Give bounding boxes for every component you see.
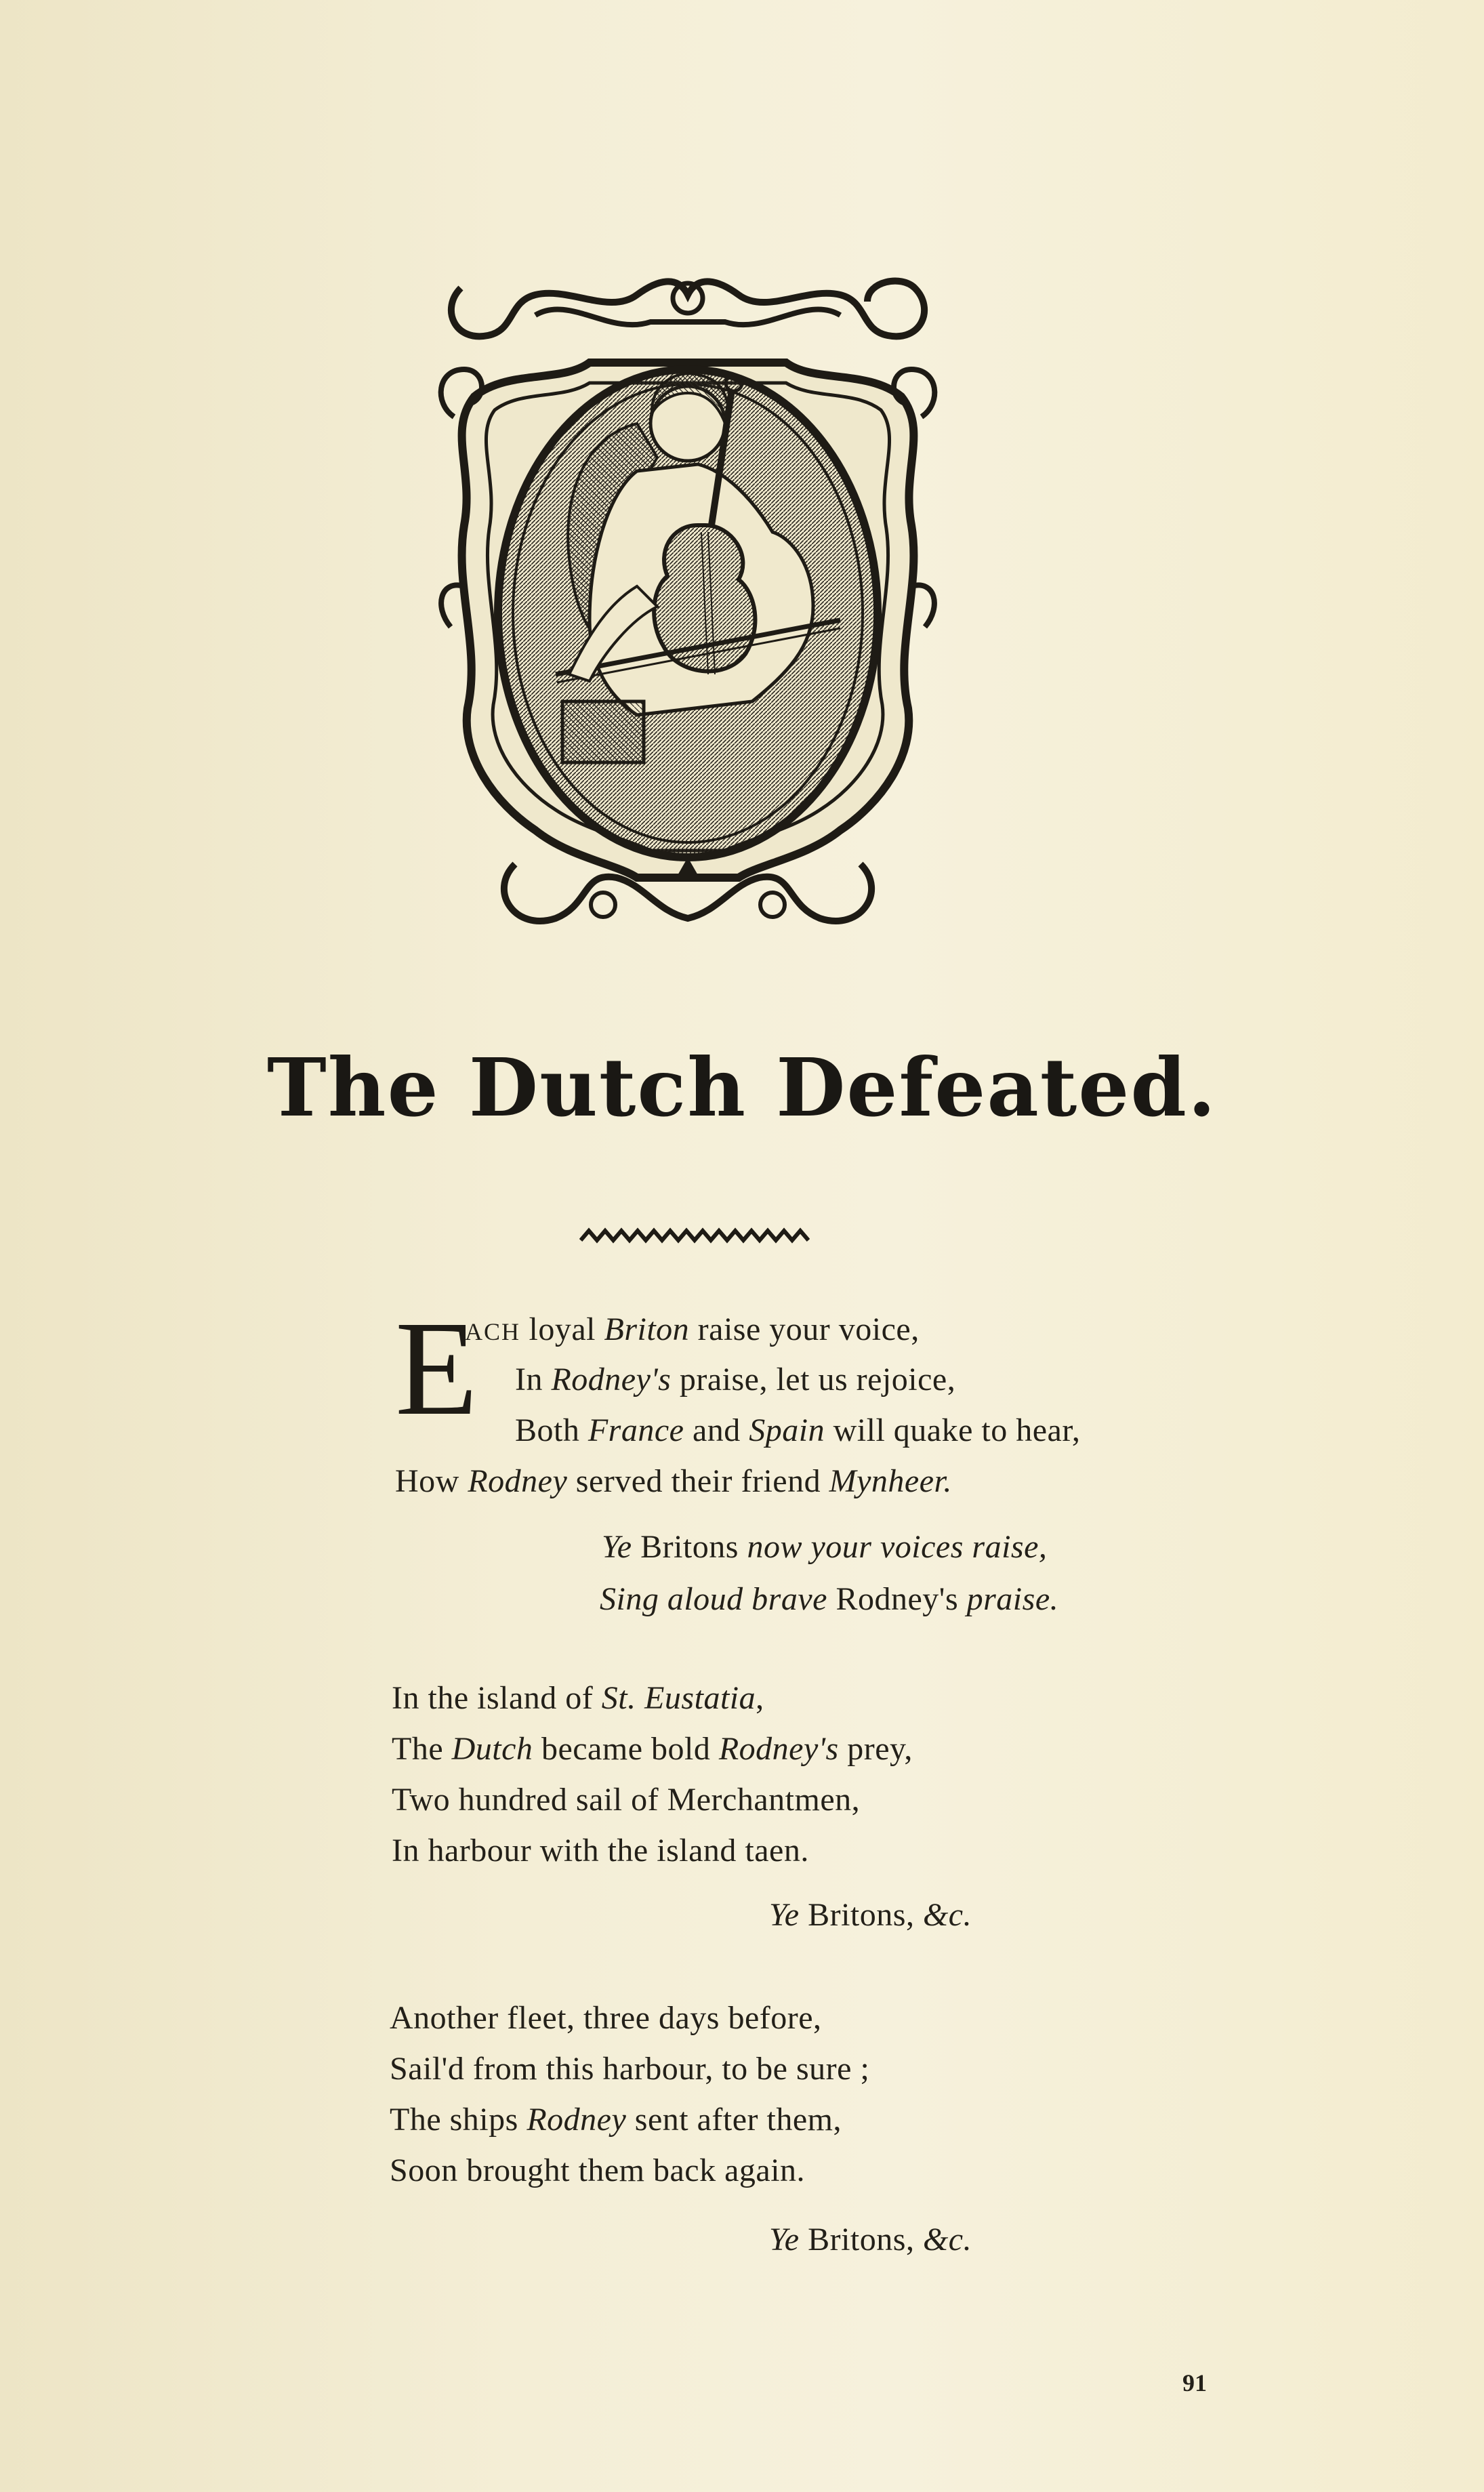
stanza-2-line-2: The Dutch became bold Rodney's prey, (392, 1731, 913, 1767)
chorus-line-1: Ye Britons now your voices raise, (602, 1529, 1048, 1565)
stanza-3-line-3: The ships Rodney sent after them, (390, 2102, 842, 2138)
stanza-2-refrain: Ye Britons, &c. (769, 1897, 972, 1933)
stanza-3-line-2: Sail'd from this harbour, to be sure ; (390, 2051, 870, 2087)
poem-title: The Dutch Defeated. (267, 1040, 1217, 1135)
chorus-line-2: Sing aloud brave Rodney's praise. (600, 1581, 1059, 1617)
stanza-1-line-3: Both France and Spain will quake to hear, (515, 1412, 1081, 1448)
stanza-1-line-4: How Rodney served their friend Mynheer. (395, 1463, 952, 1499)
stanza-3-line-1: Another fleet, three days before, (390, 2000, 822, 2036)
stanza-2-line-4: In harbour with the island taen. (392, 1833, 809, 1868)
drop-cap: E (395, 1294, 478, 1444)
page-number: 91 (1182, 2369, 1207, 2396)
stanza-1-line-2: In Rodney's praise, let us rejoice, (515, 1362, 956, 1397)
stanza-2-line-3: Two hundred sail of Merchantmen, (392, 1782, 861, 1818)
stanza-3-refrain: Ye Britons, &c. (769, 2222, 972, 2258)
stanza-2-line-1: In the island of St. Eustatia, (392, 1680, 764, 1716)
stanza-1-line-1: ACH loyal Briton raise your voice, (465, 1311, 920, 1347)
stanza-3-line-4: Soon brought them back again. (390, 2152, 806, 2188)
